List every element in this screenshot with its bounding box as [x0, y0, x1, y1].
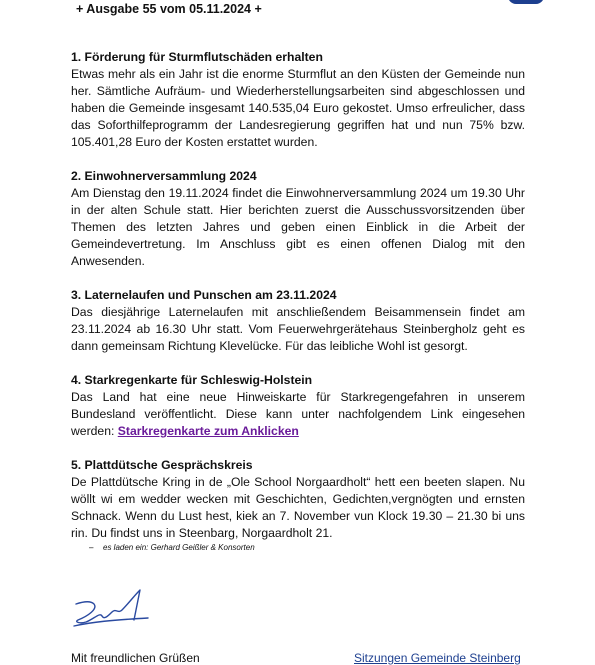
closing-greeting: Mit freundlichen Grüßen	[71, 651, 200, 665]
heavy-rain-map-link[interactable]: Starkregenkarte zum Anklicken	[117, 424, 299, 438]
section-body	[71, 389, 525, 440]
section-body-text: Das Land hat eine neue Hinweiskarte für Starkregengefahren in unserem Bundesland veröffentlicht. Diese kann unter nachfolgendem Link eingesehen werden:	[71, 390, 525, 438]
section-title: 1. Förderung für Sturmflutschäden erhalten	[71, 50, 323, 64]
section-title: 3. Laternelaufen und Punschen am 23.11.2024	[71, 288, 337, 302]
section-title: 5. Plattdütsche Gesprächskreis	[71, 458, 253, 472]
section-lantern-walk	[71, 287, 525, 355]
issue-line: + Ausgabe 55 vom 05.11.2024 +	[76, 2, 262, 16]
section-heavy-rain-map	[71, 372, 525, 440]
council-sessions-link[interactable]: Sitzungen Gemeinde Steinberg	[354, 651, 521, 665]
section-title: 4. Starkregenkarte für Schleswig-Holstein	[71, 373, 313, 387]
note-bullet: –	[89, 543, 94, 552]
section-storm-funding	[71, 49, 525, 151]
municipality-logo	[508, 0, 544, 4]
section-body: Das diesjährige Laternelaufen mit anschließendem Beisammensein findet am 23.11.2024 ab 16.30 Uhr statt. Vom Feuerwehrgerätehaus Steinbergholz geht es dann gemeinsam Richtung Klevelücke. Für das leibliche Wohl ist gesorgt.	[71, 305, 525, 353]
section-body: De Plattdütsche Kring in de „Ole School Norgaardholt“ hett een beeten slapen. Nu wöllt wi em wedder wecken mit Geschichten, Gedichten,vergnögten und ernsten Schnack. Wenn du Lust hest, kiek an 7. November vun Klock 19.30 – 21.30 bi uns rin. Du findst uns in Steenbarg, Norgaardholt 21.	[71, 475, 525, 540]
handwritten-signature	[72, 582, 150, 628]
note-text: es laden ein: Gerhard Geißler & Konsorten	[103, 543, 255, 552]
newsletter-content	[71, 49, 525, 571]
section-residents-meeting	[71, 168, 525, 270]
section-body: Am Dienstag den 19.11.2024 findet die Einwohnerversammlung 2024 um 19.30 Uhr in der alten Schule statt. Hier berichten zuerst die Ausschussvorsitzenden über Themen des letzten Jahres und geben einen Einblick in die Arbeit der Gemeindevertretung. Im Anschluss gibt es einen offenen Dialog mit den Anwesenden.	[71, 186, 525, 268]
section-body: Etwas mehr als ein Jahr ist die enorme Sturmflut an den Küsten der Gemeinde nun her. Sämtliche Aufräum- und Wiederherstellungsarbeiten sind abgeschlossen und haben die Gemeinde insgesamt 140.535,04 Euro gekostet. Umso erfreulicher, dass das Soforthilfeprogramm der Landesregierung gegriffen hat und nun 75% bzw. 105.401,28 Euro der Kosten erstattet wurden.	[71, 67, 525, 149]
section-low-german-circle	[71, 457, 525, 542]
invitation-note	[89, 542, 525, 554]
section-title: 2. Einwohnerversammlung 2024	[71, 169, 257, 183]
